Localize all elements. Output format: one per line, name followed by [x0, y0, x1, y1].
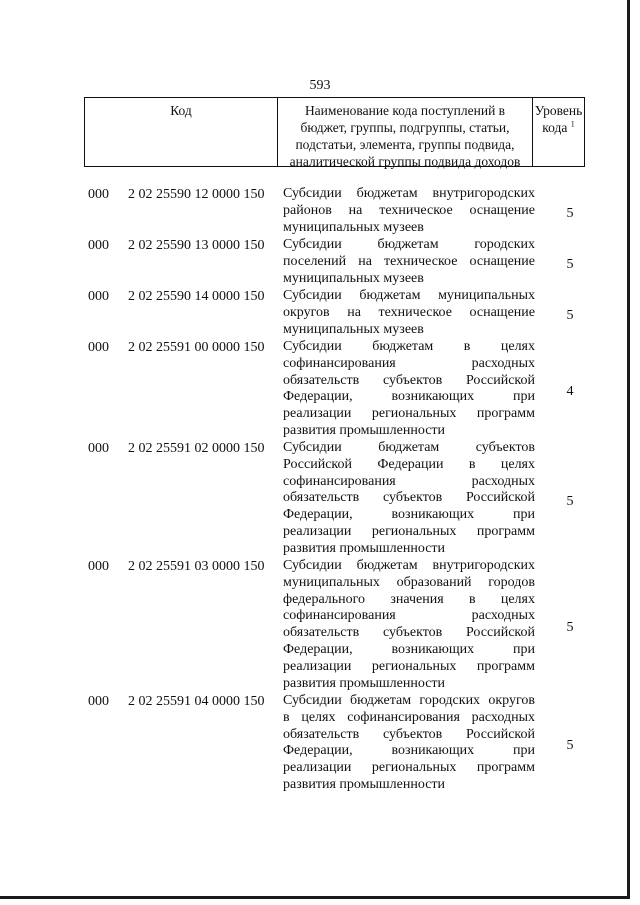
row-description-line: Субсидии бюджетам городских округов: [283, 693, 535, 708]
footnote-marker: 1: [570, 119, 575, 129]
row-description-line: округов на техническое оснащение: [283, 304, 535, 320]
row-description-line: Субсидии бюджетам внутригородских: [283, 558, 535, 573]
row-description: [283, 288, 535, 338]
header-level-line: Уровень: [534, 103, 583, 118]
row-revenue-code: 2 02 25591 02 0000 150: [128, 441, 265, 456]
row-description-line: Субсидии бюджетам в целях: [283, 339, 535, 354]
row-admin-code: 000: [88, 559, 109, 574]
row-admin-code: 000: [88, 694, 109, 709]
row-description-line: Российской Федерации в целях: [283, 456, 535, 472]
header-name-line: Наименование кода поступлений в: [304, 103, 506, 118]
row-description-line: реализации региональных программ: [283, 760, 535, 776]
row-description: [283, 693, 535, 794]
row-level: 5: [566, 494, 574, 509]
row-revenue-code: 2 02 25591 03 0000 150: [128, 559, 265, 574]
header-level-line: [533, 119, 584, 136]
row-description-line: реализации региональных программ: [283, 523, 535, 539]
row-description-line: софинансирования расходных: [283, 355, 535, 371]
row-description-line: Федерации, возникающих при: [283, 641, 535, 657]
row-description-line: софинансирования расходных: [283, 473, 535, 489]
row-revenue-code: 2 02 25591 00 0000 150: [128, 340, 265, 355]
row-description-line: в целях софинансирования расходных: [283, 709, 535, 725]
row-level: 5: [566, 738, 574, 753]
row-description-line: развития промышленности: [283, 540, 446, 556]
row-description-line: Субсидии бюджетам муниципальных: [283, 288, 535, 303]
row-description: [283, 558, 535, 692]
row-description-line: софинансирования расходных: [283, 608, 535, 624]
row-description-line: реализации региональных программ: [283, 658, 535, 674]
row-description-line: Субсидии бюджетам городских: [283, 237, 535, 252]
row-description-line: обязательств субъектов Российской: [283, 490, 535, 506]
row-level: 5: [566, 620, 574, 635]
row-level: 4: [566, 384, 574, 399]
row-revenue-code: 2 02 25590 12 0000 150: [128, 187, 265, 202]
page-number: 593: [309, 78, 331, 93]
row-admin-code: 000: [88, 340, 109, 355]
row-description-line: поселений на техническое оснащение: [283, 253, 535, 269]
row-description-line: Субсидии бюджетам внутригородских: [283, 186, 535, 201]
row-description: [283, 237, 535, 287]
header-name-line: подстатьи, элемента, группы подвида,: [295, 137, 515, 152]
row-level: 5: [566, 206, 574, 221]
row-description-line: Федерации, возникающих при: [283, 507, 535, 523]
row-description-line: обязательств субъектов Российской: [283, 625, 535, 641]
header-code: Код: [85, 98, 278, 166]
row-description-line: районов на техническое оснащение: [283, 202, 535, 218]
row-admin-code: 000: [88, 289, 109, 304]
row-description-line: обязательств субъектов Российской: [283, 726, 535, 742]
row-admin-code: 000: [88, 441, 109, 456]
header-name: [278, 98, 533, 169]
row-description-line: муниципальных образований городов: [283, 574, 535, 590]
row-revenue-code: 2 02 25590 13 0000 150: [128, 238, 265, 253]
row-admin-code: 000: [88, 187, 109, 202]
row-description-line: федерального значения в целях: [283, 591, 535, 607]
row-description-line: развития промышленности: [283, 675, 446, 691]
row-admin-code: 000: [88, 238, 109, 253]
row-description: [283, 186, 535, 236]
row-description-line: муниципальных музеев: [283, 321, 424, 337]
row-level: 5: [566, 257, 574, 272]
row-description-line: развития промышленности: [283, 776, 446, 792]
row-description-line: Федерации, возникающих при: [283, 743, 535, 759]
row-description-line: муниципальных музеев: [283, 219, 424, 235]
row-description: [283, 339, 535, 440]
header-level: [533, 98, 584, 166]
row-description-line: обязательств субъектов Российской: [283, 372, 535, 388]
row-description: [283, 440, 535, 558]
row-description-line: развития промышленности: [283, 422, 446, 438]
row-level: 5: [566, 308, 574, 323]
header-name-line: аналитической группы подвида доходов: [289, 154, 521, 169]
header-name-line: бюджет, группы, подгруппы, статьи,: [300, 120, 510, 135]
row-description-line: Субсидии бюджетам субъектов: [283, 440, 535, 455]
row-revenue-code: 2 02 25591 04 0000 150: [128, 694, 265, 709]
header-level-word: кода: [542, 120, 568, 135]
row-description-line: реализации региональных программ: [283, 406, 535, 422]
table-header: [84, 97, 585, 167]
row-revenue-code: 2 02 25590 14 0000 150: [128, 289, 265, 304]
row-description-line: муниципальных музеев: [283, 270, 424, 286]
row-description-line: Федерации, возникающих при: [283, 389, 535, 405]
